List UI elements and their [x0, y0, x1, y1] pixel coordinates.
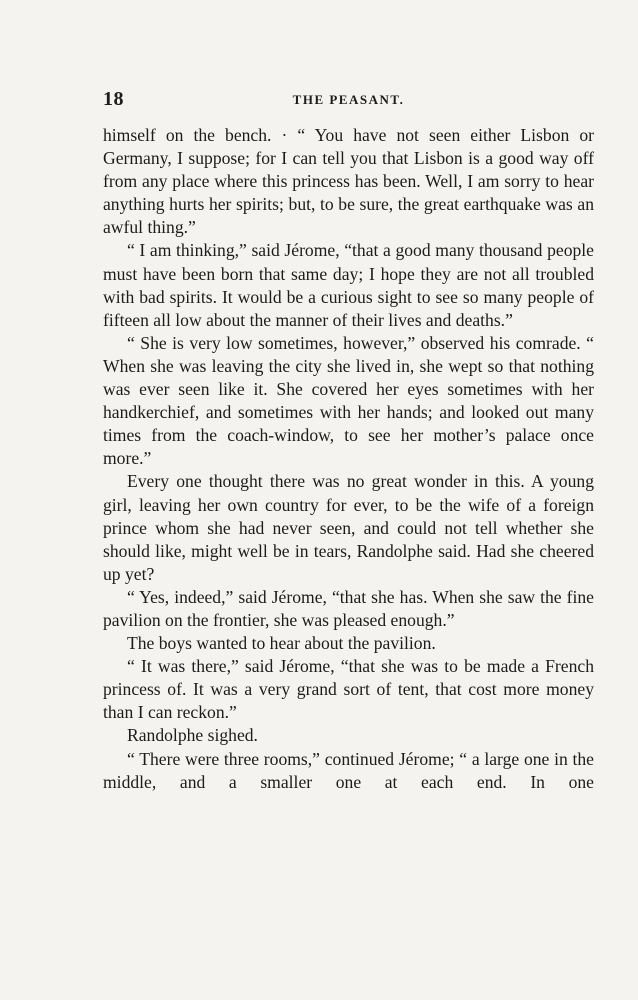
paragraph: “ I am thinking,” said Jérome, “that a good many thousand people must have been born that same day; I hope they are not all troubled with bad spirits. It would be a curious sight to see so many people of fifteen all low about the manner of their lives and deaths.” [103, 240, 594, 330]
page-header [103, 88, 594, 112]
paragraph: “ She is very low sometimes, however,” observed his comrade. “ When she was leaving the city she lived in, she wept so that nothing was ever seen like it. She covered her eyes sometimes with her handkerchief, and sometimes with her hands; and looked out many times from the coach-window, to see her mother’s palace once more.” [103, 332, 594, 469]
paragraph: Randolphe sighed. [127, 725, 258, 746]
page-number: 18 [103, 88, 124, 110]
paragraph: Every one thought there was no great wonder in this. A young girl, leaving her own country for ever, to be the wife of a foreign prince whom she had never seen, and could not tell whether she should like, might well be in tears, Randolphe said. Had she cheered up yet? [103, 471, 594, 584]
body-text [103, 124, 594, 794]
running-head: THE PEASANT. [292, 92, 405, 107]
paragraph: “ Yes, indeed,” said Jérome, “that she has. When she saw the fine pavilion on the frontier, she was pleased enough.” [103, 586, 594, 630]
paragraph: “ There were three rooms,” continued Jérome; “ a large one in the middle, and a smaller one at each end. In one [103, 748, 594, 792]
paragraph: “ It was there,” said Jérome, “that she was to be made a French princess of. It was a very grand sort of tent, that cost more money than I can reckon.” [103, 656, 594, 723]
paragraph: The boys wanted to hear about the pavilion. [127, 633, 436, 654]
paragraph: himself on the bench. · “ You have not seen either Lisbon or Germany, I suppose; for I can tell you that Lisbon is a good way off from any place where this princess has been. Well, I am sorry to hear anything hurts her spirits; but, to be sure, the great earthquake was an awful thing.” [103, 125, 594, 238]
